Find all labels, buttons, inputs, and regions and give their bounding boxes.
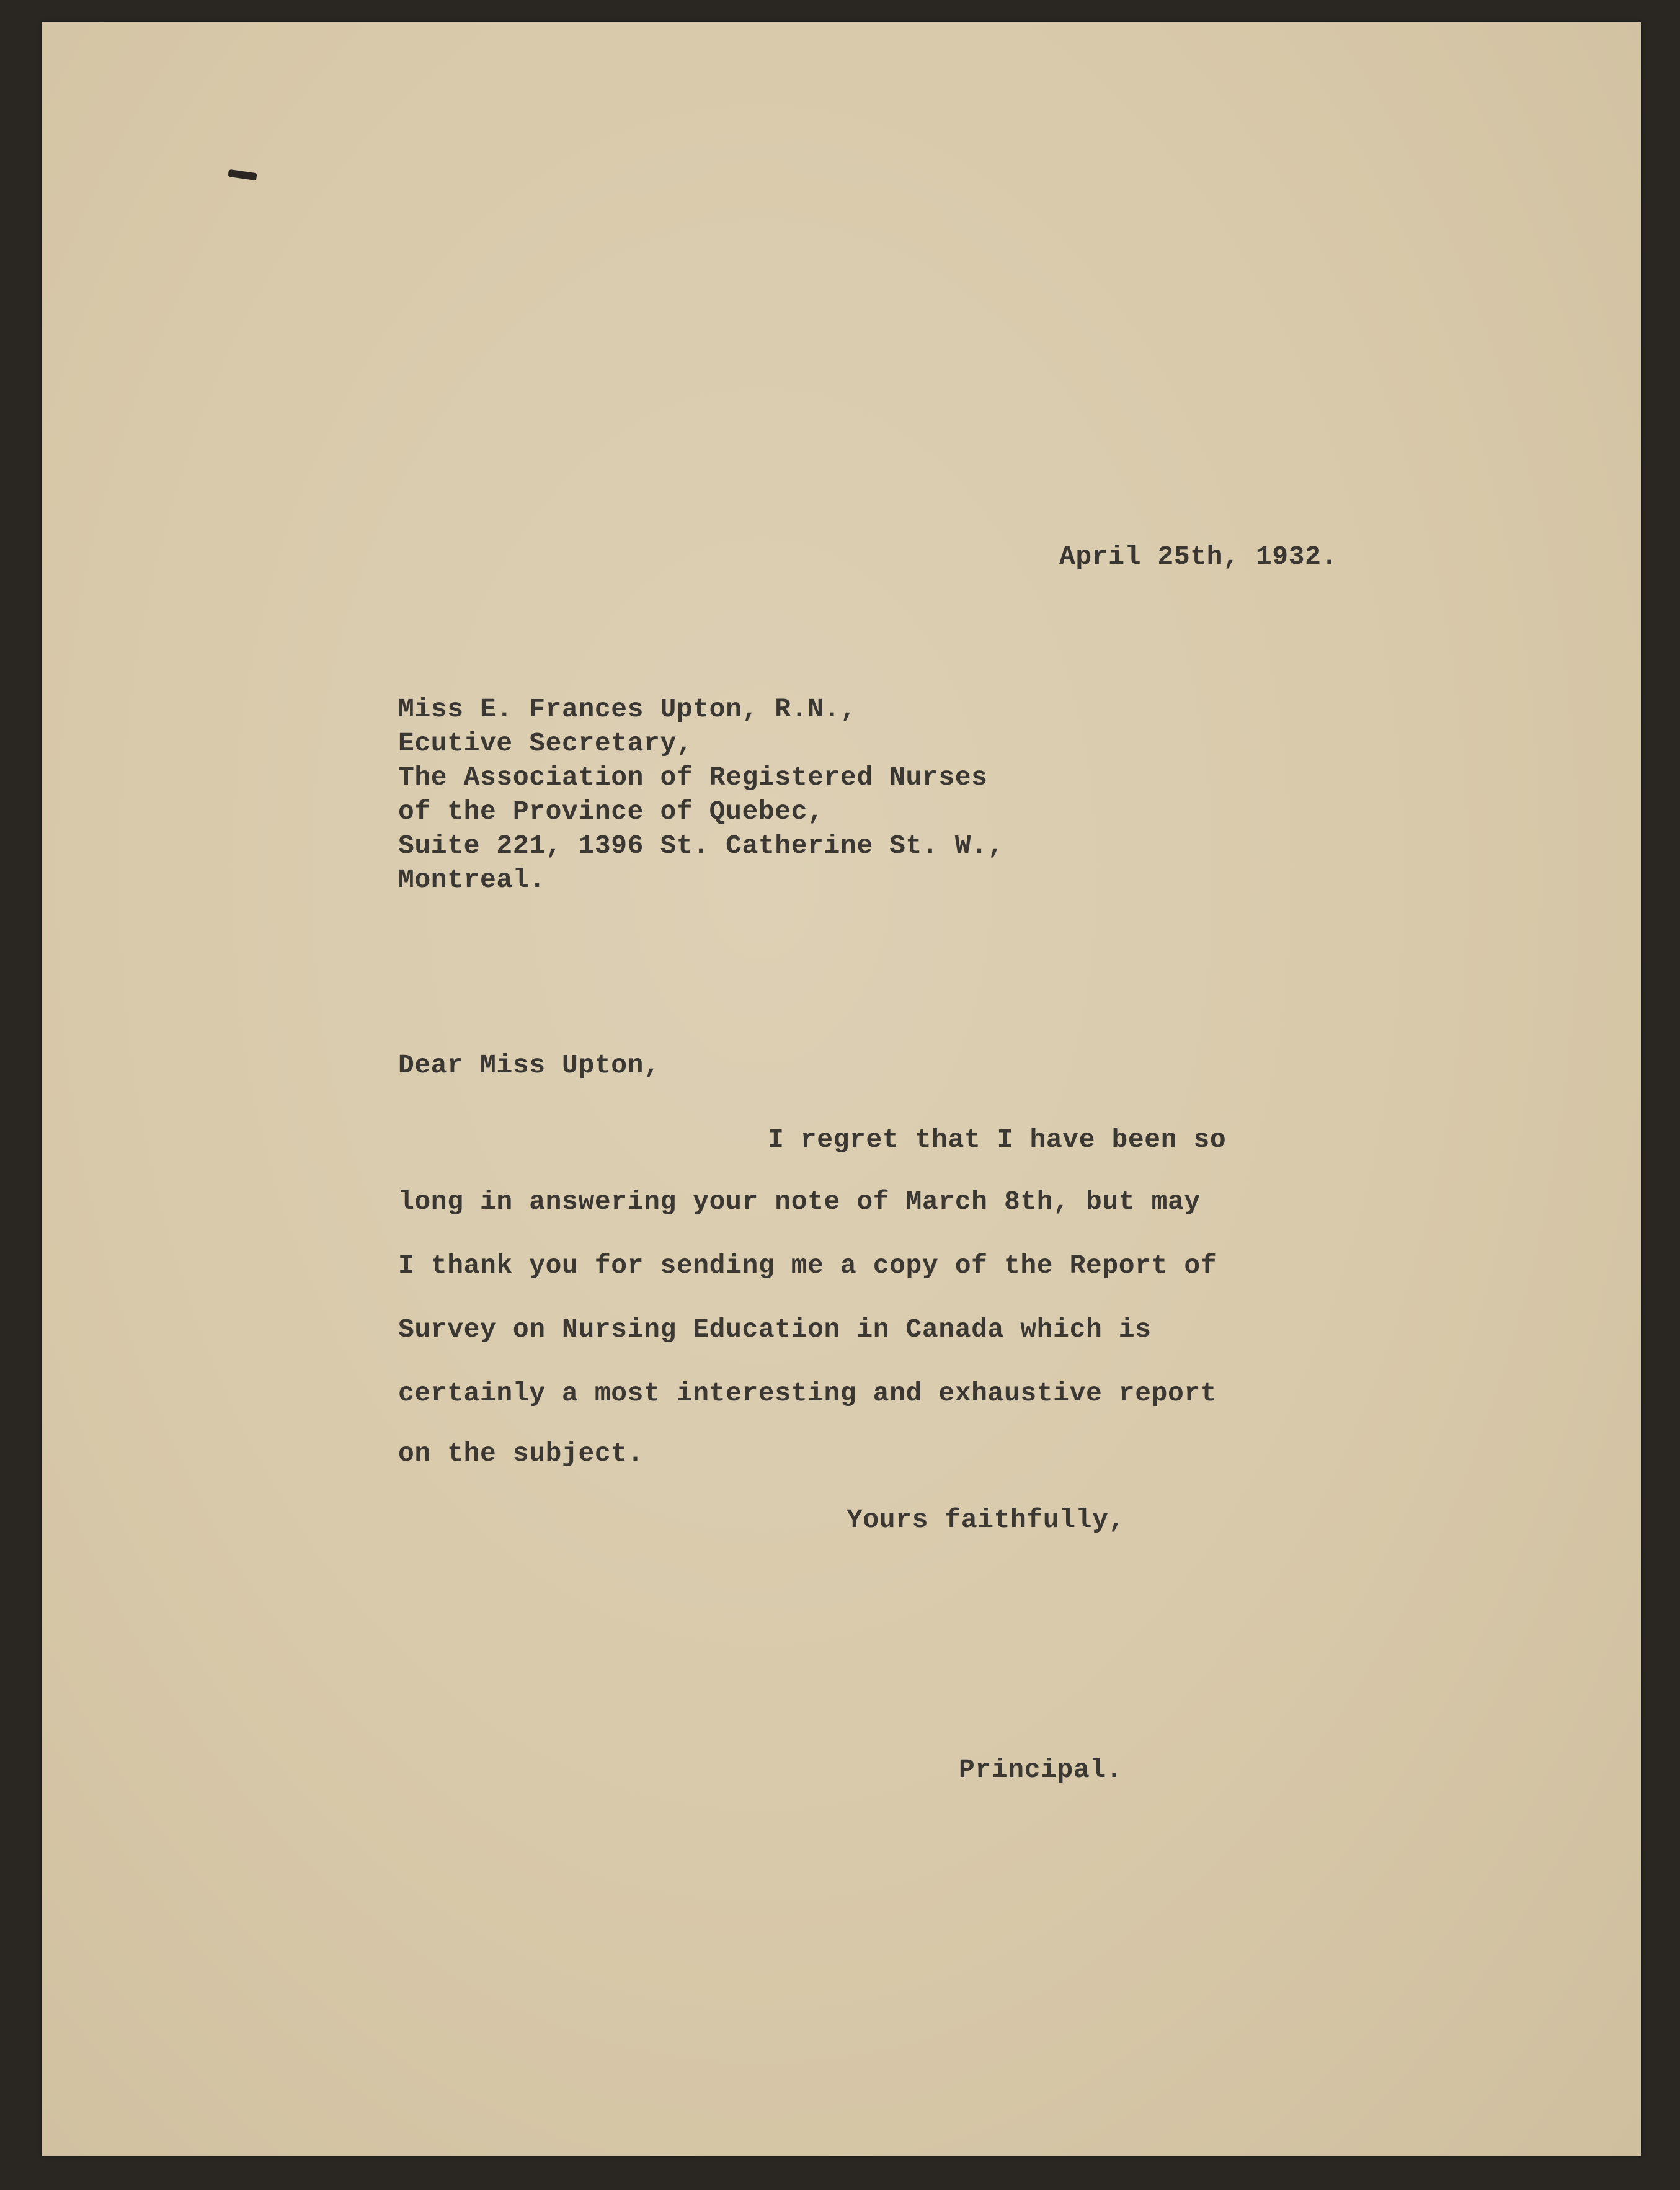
address-line: Montreal. [398, 865, 546, 895]
body-line: I regret that I have been so [768, 1124, 1227, 1155]
body-line: certainly a most interesting and exhaustive report [398, 1378, 1217, 1409]
address-line: Ecutive Secretary, [398, 728, 693, 759]
ink-mark [228, 169, 257, 180]
signature-title: Principal. [959, 1755, 1123, 1785]
address-line: Miss E. Frances Upton, R.N., [398, 694, 857, 724]
letter-date: April 25th, 1932. [1059, 541, 1338, 572]
salutation: Dear Miss Upton, [398, 1050, 660, 1080]
address-line: of the Province of Quebec, [398, 796, 824, 827]
address-line: Suite 221, 1396 St. Catherine St. W., [398, 830, 1004, 861]
body-line: Survey on Nursing Education in Canada which is [398, 1314, 1152, 1345]
closing: Yours faithfully, [847, 1505, 1125, 1535]
address-line: The Association of Registered Nurses [398, 762, 988, 793]
body-line: on the subject. [398, 1438, 644, 1469]
body-line: long in answering your note of March 8th, but may [398, 1186, 1201, 1217]
letter-page [42, 22, 1641, 2156]
body-line: I thank you for sending me a copy of the Report of [398, 1250, 1217, 1281]
